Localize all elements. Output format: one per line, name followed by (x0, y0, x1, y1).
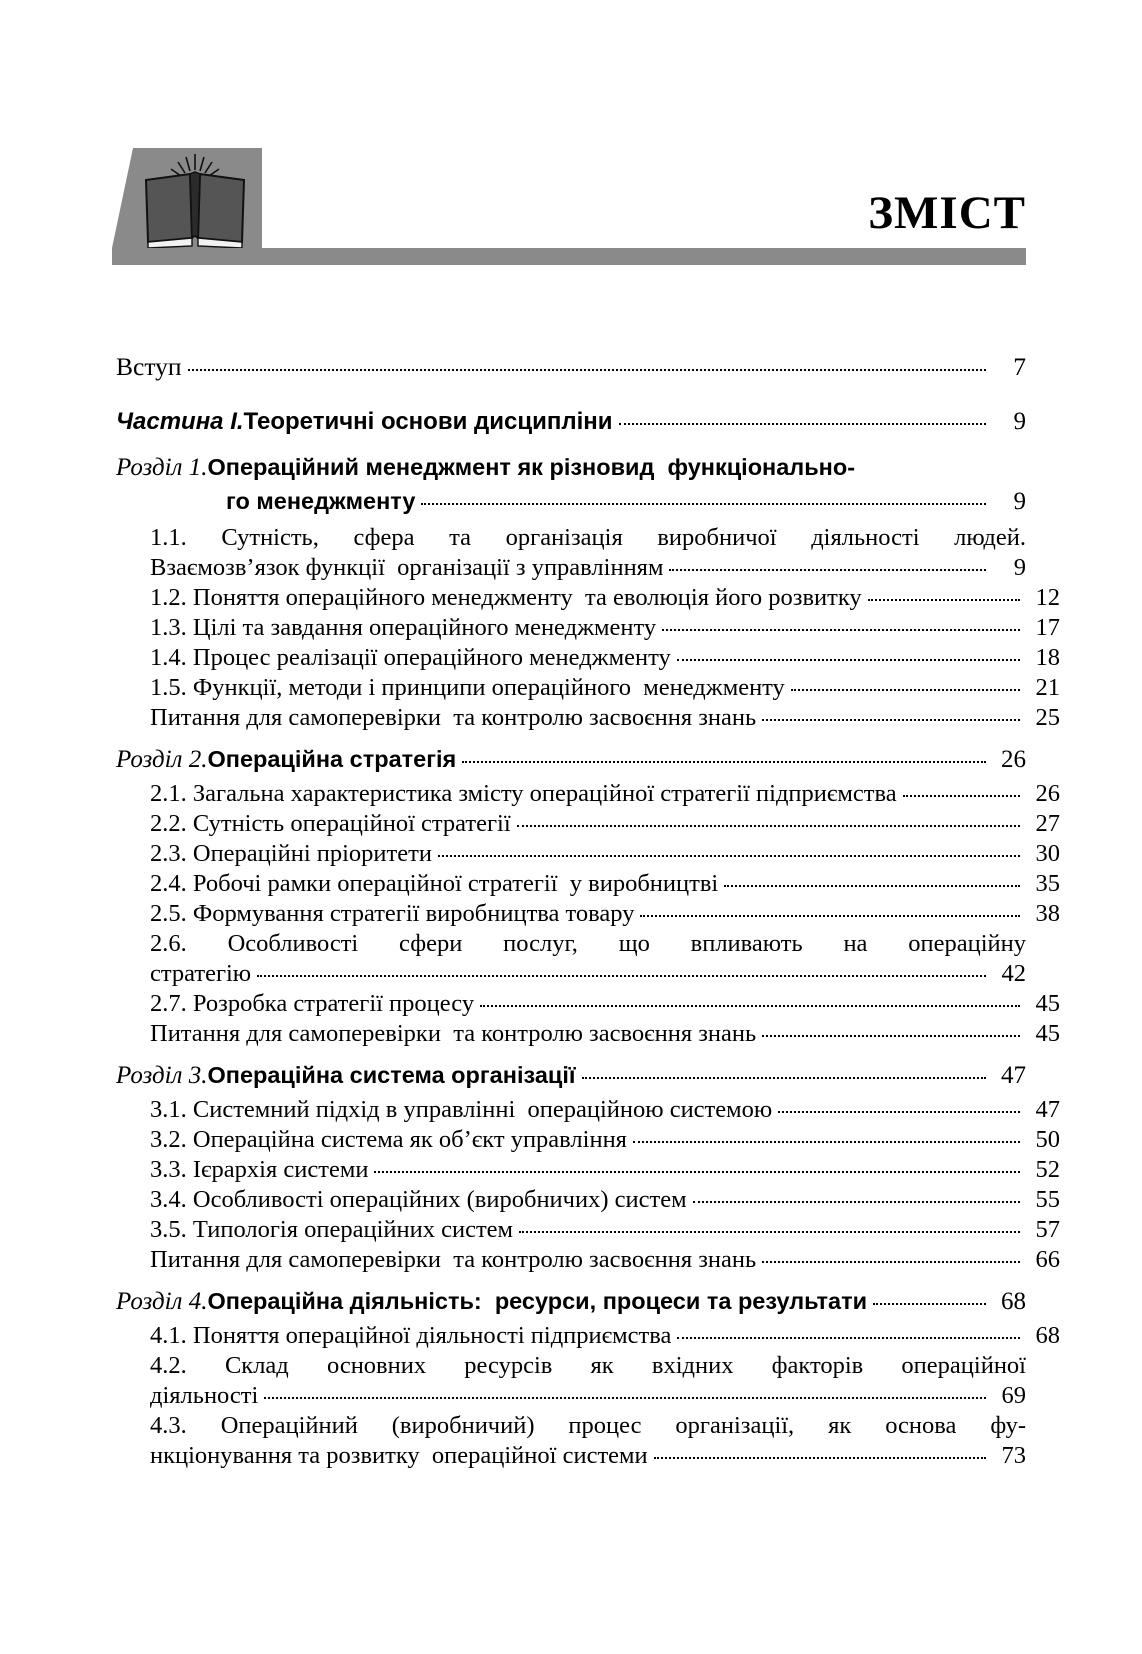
toc-entry-page: 18 (1035, 644, 1060, 671)
toc-entry-num: 3.2. (150, 1126, 187, 1153)
dot-leader (633, 1141, 1020, 1143)
dot-leader (662, 629, 1020, 631)
toc-entry-page: 38 (1035, 900, 1060, 927)
toc-entry-part[interactable] (116, 408, 1026, 436)
toc-entry-2-6[interactable] (116, 930, 1026, 958)
toc-entry-num: 2.5. (150, 900, 187, 927)
toc-entry-num: 2.1. (150, 780, 187, 807)
toc-entry-page: 30 (1035, 840, 1060, 867)
toc-entry-num: 3.1. (150, 1096, 187, 1123)
toc-entry-page: 21 (1035, 674, 1060, 701)
toc-entry-page: 26 (1035, 780, 1060, 807)
dot-leader (421, 503, 986, 505)
toc-entry-1-1-continuation[interactable] (116, 554, 1026, 582)
toc-entry-4-1[interactable] (116, 1322, 1060, 1350)
toc-entry-label: Поняття операційного менеджменту та еволюція його розвитку (192, 584, 862, 611)
dot-leader (903, 795, 1020, 797)
toc-chapter-title-cont: го менеджменту (226, 488, 416, 514)
toc-entry-num: 1.3. (150, 614, 187, 641)
toc-entry-1-3[interactable] (116, 614, 1060, 642)
toc-entry-num: 4.2. (150, 1352, 187, 1379)
toc-entry-4-2-continuation[interactable] (116, 1382, 1026, 1410)
toc-entry-num: 3.4. (150, 1186, 187, 1213)
toc-entry-page: 45 (1035, 990, 1060, 1017)
toc-entry-label: Вступ (116, 352, 182, 381)
toc-entry-3-5[interactable] (116, 1216, 1060, 1244)
toc-entry-page: 12 (1035, 584, 1060, 611)
toc-chapter-2[interactable] (116, 746, 1026, 774)
dot-leader (188, 369, 986, 371)
dot-leader (724, 885, 1020, 887)
toc-entry-num: 4.1. (150, 1322, 187, 1349)
page-title: ЗМІСТ (868, 187, 1026, 239)
toc-entry-num: 4.3. (150, 1412, 187, 1439)
dot-leader (791, 689, 1020, 691)
toc-entry-num: 1.4. (150, 644, 187, 671)
toc-entry-page: 66 (1035, 1246, 1060, 1273)
toc-entry-num: 1.1. (150, 524, 187, 551)
table-of-contents (116, 352, 1060, 1472)
toc-entry-label: Операційні пріоритети (192, 840, 432, 867)
toc-entry-page: 57 (1035, 1216, 1060, 1243)
toc-entry-page: 7 (1013, 352, 1026, 381)
toc-chapter-label: Розділ 2. (116, 746, 208, 773)
toc-entry-label: Цілі та завдання операційного менеджменту (192, 614, 657, 641)
dot-leader (654, 1457, 986, 1459)
toc-entry-label: Сутність, сфера та організація виробничої діяльності людей. (221, 524, 1026, 551)
toc-entry-label: Ієрархія системи (192, 1156, 369, 1183)
toc-entry-label-cont: діяльності (150, 1382, 259, 1409)
toc-entry-label: Процес реалізації операційного менеджменту (192, 644, 671, 671)
toc-entry-label-cont: нкціонування та розвитку операційної системи (150, 1442, 648, 1469)
toc-chapter-label: Розділ 1. (116, 454, 208, 481)
dot-leader (677, 659, 1020, 661)
toc-entry-3-questions[interactable] (116, 1246, 1060, 1274)
toc-entry-2-7[interactable] (116, 990, 1060, 1018)
toc-entry-page: 68 (1035, 1322, 1060, 1349)
dot-leader (677, 1337, 1020, 1339)
toc-entry-intro[interactable] (116, 352, 1026, 382)
toc-entry-num: 2.7. (150, 990, 187, 1017)
toc-entry-label-cont: стратегію (150, 960, 252, 987)
toc-entry-2-5[interactable] (116, 900, 1060, 928)
toc-entry-label: Поняття операційної діяльності підприємства (192, 1322, 672, 1349)
toc-chapter-title: Операційна система організації (207, 1062, 576, 1088)
toc-entry-3-2[interactable] (116, 1126, 1060, 1154)
toc-chapter-4[interactable] (116, 1288, 1026, 1316)
dot-leader (462, 761, 986, 763)
toc-entry-1-2[interactable] (116, 584, 1060, 612)
toc-chapter-page: 9 (1013, 488, 1026, 515)
dot-leader (517, 825, 1020, 827)
toc-entry-page: 50 (1035, 1126, 1060, 1153)
toc-entry-2-4[interactable] (116, 870, 1060, 898)
toc-entry-1-5[interactable] (116, 674, 1060, 702)
toc-entry-num: 2.4. (150, 870, 187, 897)
toc-part-title: Теоретичні основи дисципліни (243, 408, 613, 435)
dot-leader (374, 1171, 1020, 1173)
toc-entry-label: Питання для самоперевірки та контролю засвоєння знань (150, 1020, 757, 1047)
toc-chapter-page: 47 (1001, 1062, 1026, 1089)
toc-chapter-label: Розділ 4. (116, 1288, 208, 1315)
toc-entry-label-cont: Взаємозв’язок функції організації з управлінням (150, 554, 664, 581)
toc-entry-page: 25 (1035, 704, 1060, 731)
toc-entry-num: 1.2. (150, 584, 187, 611)
toc-entry-page: 69 (1001, 1382, 1026, 1409)
toc-chapter-3[interactable] (116, 1062, 1026, 1090)
dot-leader (762, 1035, 1020, 1037)
toc-entry-label: Формування стратегії виробництва товару (192, 900, 635, 927)
toc-entry-3-3[interactable] (116, 1156, 1060, 1184)
toc-entry-page: 27 (1035, 810, 1060, 837)
toc-entry-label: Сутність операційної стратегії (192, 810, 511, 837)
dot-leader (480, 1005, 1020, 1007)
toc-entry-label: Особливості операційних (виробничих) систем (192, 1186, 687, 1213)
toc-entry-page: 45 (1035, 1020, 1060, 1047)
toc-entry-4-3[interactable] (116, 1412, 1026, 1440)
toc-entry-3-1[interactable] (116, 1096, 1060, 1124)
toc-part-page: 9 (1013, 408, 1026, 435)
toc-entry-page: 9 (1013, 554, 1026, 581)
toc-entry-page: 73 (1001, 1442, 1026, 1469)
toc-entry-label: Особливості сфери послуг, що впливають на операційну (227, 930, 1027, 957)
dot-leader (640, 915, 1020, 917)
toc-entry-1-1[interactable] (116, 524, 1026, 552)
toc-entry-page: 55 (1035, 1186, 1060, 1213)
toc-entry-2-1[interactable] (116, 780, 1060, 808)
toc-entry-label: Робочі рамки операційної стратегії у виробництві (192, 870, 719, 897)
toc-entry-1-4[interactable] (116, 644, 1060, 672)
dot-leader (257, 975, 986, 977)
toc-entry-num: 2.6. (150, 930, 187, 957)
toc-entry-label: Питання для самоперевірки та контролю засвоєння знань (150, 704, 757, 731)
toc-chapter-title: Операційний менеджмент як різновид функціонально- (207, 454, 856, 480)
toc-entry-2-questions[interactable] (116, 1020, 1060, 1048)
toc-entry-num: 3.5. (150, 1216, 187, 1243)
dot-leader (762, 1261, 1020, 1263)
page-header (0, 0, 1142, 290)
toc-entry-label: Типологія операційних систем (192, 1216, 514, 1243)
dot-leader (438, 855, 1020, 857)
toc-entry-page: 17 (1035, 614, 1060, 641)
toc-entry-1-questions[interactable] (116, 704, 1060, 732)
dot-leader (582, 1077, 987, 1079)
toc-chapter-page: 68 (1001, 1288, 1026, 1315)
toc-entry-label: Функції, методи і принципи операційного менеджменту (192, 674, 785, 701)
dot-leader (762, 719, 1020, 721)
toc-chapter-title: Операційна стратегія (207, 746, 457, 772)
toc-entry-num: 2.2. (150, 810, 187, 837)
dot-leader (619, 423, 986, 425)
toc-entry-4-2[interactable] (116, 1352, 1026, 1380)
dot-leader (778, 1111, 1020, 1113)
toc-entry-page: 42 (1001, 960, 1026, 987)
toc-entry-3-4[interactable] (116, 1186, 1060, 1214)
toc-chapter-label: Розділ 3. (116, 1062, 208, 1089)
toc-chapter-title: Операційна діяльність: ресурси, процеси та результати (207, 1288, 868, 1314)
dot-leader (519, 1231, 1020, 1233)
dot-leader (873, 1303, 986, 1305)
dot-leader (669, 569, 986, 571)
toc-part-marker: Частина I.Теоретичні основи дисципліни (116, 408, 613, 435)
toc-chapter-page: 26 (1001, 746, 1026, 773)
dot-leader (868, 599, 1020, 601)
toc-entry-2-6-continuation[interactable] (116, 960, 1026, 988)
toc-entry-label: Склад основних ресурсів як вхідних факторів операційної (224, 1352, 1026, 1379)
toc-chapter-1-continuation[interactable] (116, 488, 1026, 516)
toc-entry-label: Системний підхід в управлінні операційною системою (192, 1096, 773, 1123)
toc-entry-page: 52 (1035, 1156, 1060, 1183)
toc-entry-label: Операційна система як об’єкт управління (192, 1126, 627, 1153)
toc-chapter-1[interactable] (116, 454, 1026, 482)
toc-entry-label: Операційний (виробничий) процес організації, як основа фу- (220, 1412, 1027, 1439)
toc-entry-num: 3.3. (150, 1156, 187, 1183)
open-book-icon (140, 152, 250, 248)
toc-entry-2-3[interactable] (116, 840, 1060, 868)
dot-leader (264, 1397, 986, 1399)
toc-entry-2-2[interactable] (116, 810, 1060, 838)
toc-entry-4-3-continuation[interactable] (116, 1442, 1026, 1470)
dot-leader (693, 1201, 1020, 1203)
toc-entry-label: Розробка стратегії процесу (192, 990, 475, 1017)
toc-entry-num: 2.3. (150, 840, 187, 867)
toc-entry-page: 47 (1035, 1096, 1060, 1123)
toc-entry-label: Загальна характеристика змісту операційної стратегії підприємства (192, 780, 897, 807)
toc-entry-page: 35 (1035, 870, 1060, 897)
toc-entry-num: 1.5. (150, 674, 187, 701)
toc-entry-label: Питання для самоперевірки та контролю засвоєння знань (150, 1246, 757, 1273)
header-rule (112, 248, 1026, 265)
